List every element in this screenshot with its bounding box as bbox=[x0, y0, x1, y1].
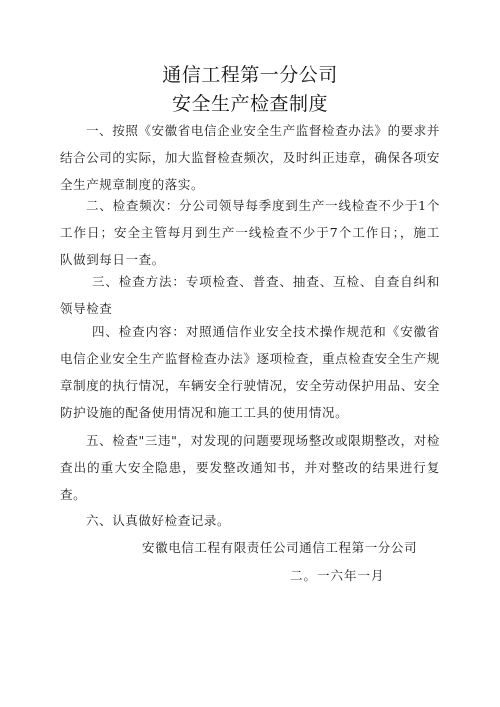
signature-organization: 安徽电信工程有限责任公司通信工程第一分公司 bbox=[142, 540, 418, 555]
clause-5-paragraph: 五、检查"三违"，对发现的问题要现场整改或限期整改，对检查出的重大安全隐患，要发整改通知书，并对整改的结果进行复查。 bbox=[60, 433, 440, 502]
clause-6-paragraph: 六、认真做好检查记录。 bbox=[86, 513, 231, 528]
signature-date: 二。一六年一月 bbox=[290, 568, 385, 583]
clause-2-paragraph: 二、检查频次：分公司领导每季度到生产一线检查不少于1个工作日；安全主管每月到生产一线检查不少于7个工作日；，施工队做到每日一查。 bbox=[60, 198, 440, 267]
clause-1-paragraph: 一、按照《安徽省电信企业安全生产监督检查办法》的要求并结合公司的实际，加大监督检查频次，及时纠正违章，确保各项安全生产规章制度的落实。 bbox=[60, 123, 440, 192]
clause-3-paragraph: 三、检查方法：专项检查、普查、抽查、互检、自查自纠和领导检查 bbox=[60, 274, 440, 316]
document-title-regulation: 安全生产检查制度 bbox=[171, 93, 328, 115]
clause-4-paragraph: 四、检查内容：对照通信作业安全技术操作规范和《安徽省电信企业安全生产监督检查办法》逐项检查，重点检查安全生产规章制度的执行情况，车辆安全行驶情况，安全劳动保护用品、安全防护设施的配备使用情况和施工工具的使用情况。 bbox=[60, 324, 440, 420]
document-title-company: 通信工程第一分公司 bbox=[162, 64, 338, 86]
